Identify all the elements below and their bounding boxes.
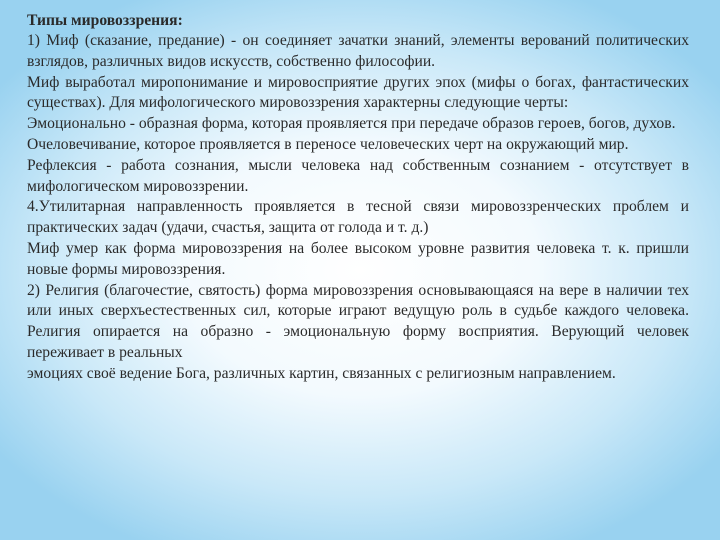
slide-body xyxy=(27,31,689,385)
paragraph-myth-features: Миф выработал миропонимание и мировосприятие других эпох (мифы о богах, фантастических существах). Для мифологического мировоззрения характерны следующие черты: xyxy=(27,73,689,112)
paragraph-myth-died: Миф умер как форма мировоззрения на более высоком уровне развития человека т. к. пришли новые формы мировоззрения. xyxy=(27,239,689,278)
paragraph-humanization: Очеловечивание, которое проявляется в переносе человеческих черт на окружающий мир. xyxy=(27,135,629,153)
paragraph-myth-definition: 1) Миф (сказание, предание) - он соединяет зачатки знаний, элементы верований политических взглядов, различных видов искусств, собственно философии. xyxy=(27,32,689,70)
slide-heading: Типы мировоззрения: xyxy=(27,12,183,29)
paragraph-reflection: Рефлексия - работа сознания, мысли человека над собственным сознанием - отсутствует в мифологическом мировоззрении. xyxy=(27,156,689,195)
slide xyxy=(27,10,689,530)
paragraph-utilitarian: 4.Утилитарная направленность проявляется в тесной связи мировоззренческих проблем и практических задач (удачи, счастья, защита от голода и т. д.) xyxy=(27,198,689,237)
paragraph-emotional-form: Эмоционально - образная форма, которая проявляется при передаче образов героев, богов, духов. xyxy=(27,115,676,133)
paragraph-religion-emotions: эмоциях своё ведение Бога, различных картин, связанных с религиозным направлением. xyxy=(27,364,616,382)
paragraph-religion: 2) Религия (благочестие, святость) форма мировоззрения основывающаяся на вере в наличии тех или иных сверхъестественных сил, которые играют ведущую роль в судьбе каждого человека. Религия опирается на образно - эмоциональную форму восприятия. Верующий человек переживает в реальных xyxy=(27,281,689,361)
